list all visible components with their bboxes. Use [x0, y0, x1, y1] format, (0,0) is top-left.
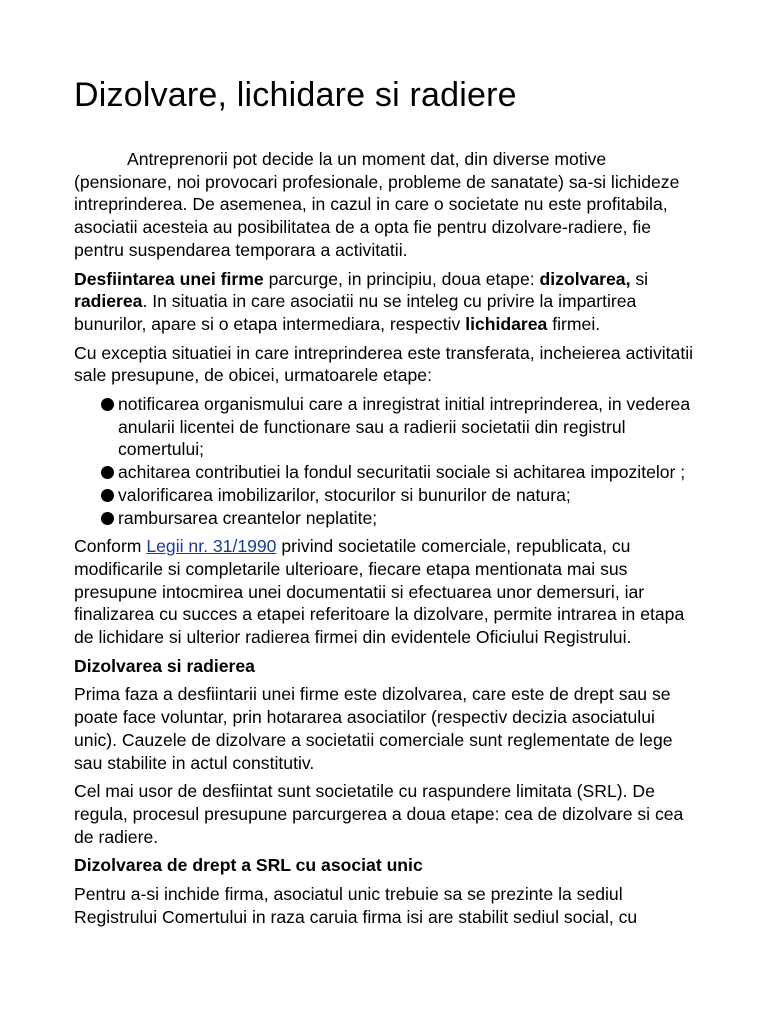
- text-segment: si: [630, 268, 649, 289]
- steps-list: [74, 393, 698, 529]
- paragraph-srl: Cel mai usor de desfiintat sunt societatile cu raspundere limitata (SRL). De regula, procesul presupune parcurgerea a doua etape: cea de dizolvare si cea de radiere.: [74, 781, 684, 847]
- text-segment: parcurge, in principiu, doua etape:: [263, 268, 540, 289]
- paragraph-prima-faza: Prima faza a desfiintarii unei firme este dizolvarea, care este de drept sau se poate face voluntar, prin hotararea asociatilor (respectiv decizia asociatului unic). Cauzele de dizolvare a societatii comerciale sunt reglementate de lege sau stabilite in actul constitutiv.: [74, 684, 673, 773]
- section-heading-dizolvare: Dizolvarea si radierea: [74, 655, 255, 676]
- intro-paragraph: Antreprenorii pot decide la un moment dat, din diverse motive (pensionare, noi provocari profesionale, probleme de sanatate) sa-si lichideze intreprinderea. De asemenea, in cazul in care o societate nu este profitabila, asociatii acesteia au posibilitatea de a opta fie pentru dizolvare-radiere, fie pentru suspendarea temporara a activitatii.: [74, 149, 680, 260]
- page-title: Dizolvare, lichidare si radiere: [74, 76, 517, 114]
- text-segment: . In situatia in care asociatii nu se inteleg cu privire la impartirea bunurilor, apare si o etapa intermediara, respectiv: [74, 291, 637, 334]
- list-item: rambursarea creantelor neplatite;: [118, 507, 698, 530]
- list-item: notificarea organismului care a inregistrat initial intreprinderea, in vederea anularii licentei de functionare sau a radierii societatii din registrul comertului;: [118, 393, 698, 461]
- text-segment: firmei.: [547, 313, 601, 334]
- document-body: [74, 148, 698, 929]
- paragraph-desfiintare: [74, 268, 698, 336]
- text-segment: privind societatile comerciale, republicata, cu modificarile si completarile ulterioare, fiecare etapa mentionata mai sus presupune intocmirea unei documentatii si efectuarea unor demersuri, iar finalizarea cu succes a etapei referitoare la dizolvare, permite intrarea in etapa de lichidare si ulterior radierea firmei din evidentele Oficiului Registrului.: [74, 536, 685, 648]
- section-heading-srl: Dizolvarea de drept a SRL cu asociat unic: [74, 855, 423, 876]
- bold-radierea: radierea: [74, 291, 143, 312]
- list-item: achitarea contributiei la fondul securitatii sociale si achitarea impozitelor ;: [118, 461, 698, 484]
- paragraph-etape: Cu exceptia situatiei in care intreprinderea este transferata, incheierea activitatii sale presupune, de obicei, urmatoarele etape:: [74, 342, 694, 386]
- bold-lichidarea: lichidarea: [465, 313, 548, 334]
- law-link[interactable]: Legii nr. 31/1990: [146, 536, 277, 557]
- list-item: valorificarea imobilizarilor, stocurilor si bunurilor de natura;: [118, 484, 698, 507]
- text-segment: Conform: [74, 536, 147, 557]
- paragraph-asociat-unic: Pentru a-si inchide firma, asociatul unic trebuie sa se prezinte la sediul Registrului Comertului in raza caruia firma isi are stabilit sediul social, cu: [74, 884, 638, 927]
- paragraph-conform: [74, 535, 698, 649]
- bold-dizolvarea: dizolvarea,: [539, 268, 631, 289]
- bold-desfiintarea: Desfiintarea unei firme: [74, 268, 264, 289]
